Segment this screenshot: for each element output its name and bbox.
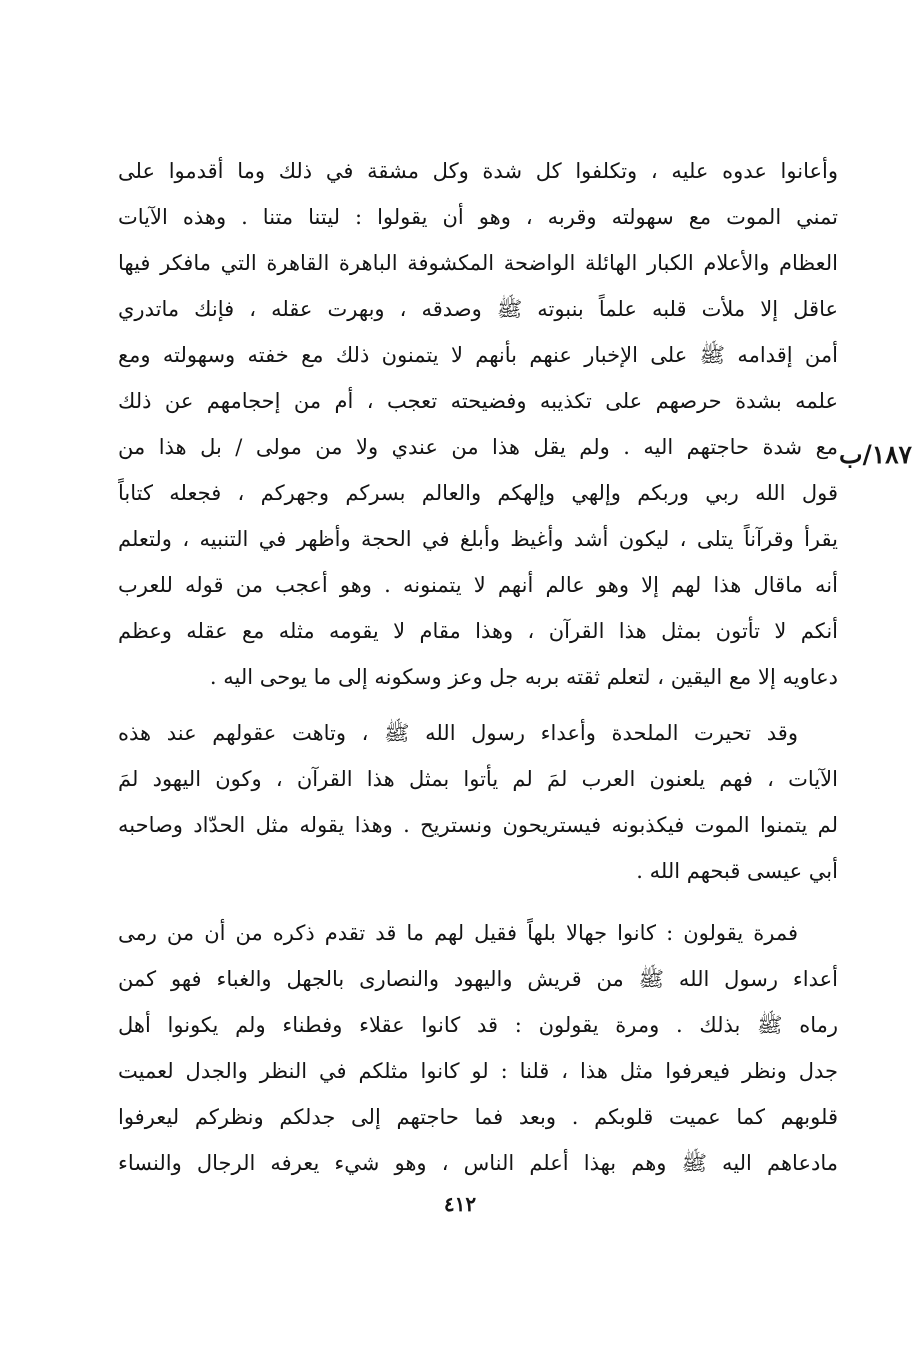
text-line: فمرة يقولون : كانوا جهالا بلهاً فقيل لهم ما قد تقدم ذكره من أن من رمى [118, 921, 798, 945]
text-line: لم يتمنوا الموت فيكذبونه فيستريحون ونستريح . وهذا يقوله مثل الحدّاد وصاحبه [118, 813, 838, 837]
text-line: قول الله ربي وربكم وإلهي وإلهكم والعالم بسركم وجهركم ، فجعله كتاباً [118, 481, 838, 505]
text-line: يقرأ وقرآناً يتلى ، ليكون أشد وأغيظ وأبلغ في الحجة وأظهر في التنبيه ، ولتعلم [118, 527, 838, 551]
folio-margin-note: ١٨٧/ب [839, 440, 912, 469]
text-line: تمني الموت مع سهولته وقربه ، وهو أن يقولوا : ليتنا متنا . وهذه الآيات [118, 205, 838, 229]
text-line: أبي عيسى قبحهم الله . [636, 859, 838, 883]
text-line: دعاويه إلا مع اليقين ، لتعلم ثقته بربه جل وعز وسكونه إلى ما يوحى اليه . [209, 665, 838, 689]
text-line: العظام والأعلام الكبار الهائلة الواضحة المكشوفة الباهرة القاهرة التي مافكر فيها [118, 251, 838, 275]
text-line: أمن إقدامه ﷺ على الإخبار عنهم بأنهم لا يتمنون ذلك مع خفته وسهولته ومع [118, 343, 838, 367]
text-line: أعداء رسول الله ﷺ من قريش واليهود والنصارى بالجهل والغباء فهو كمن [118, 967, 838, 991]
text-line: أنه ماقال هذا لهم إلا وهو عالم أنهم لا يتمنونه . وهو أعجب من قوله للعرب [118, 573, 838, 597]
text-line: وقد تحيرت الملحدة وأعداء رسول الله ﷺ ، وتاهت عقولهم عند هذه [118, 721, 798, 745]
text-line: أنكم لا تأتون بمثل هذا القرآن ، وهذا مقام لا يقومه مثله مع عقله وعظم [118, 619, 838, 643]
paragraph-2 [118, 710, 838, 894]
text-line: عاقل إلا ملأت قلبه علماً بنبوته ﷺ وصدقه ، وبهرت عقله ، فإنك ماتدري [118, 297, 838, 321]
paragraph-1 [118, 148, 838, 700]
text-line: الآيات ، فهم يلعنون العرب لمَ لم يأتوا بمثل هذا القرآن ، وكون اليهود لمَ [118, 767, 838, 791]
paragraph-3 [118, 910, 838, 1186]
text-line: رماه ﷺ بذلك . ومرة يقولون : قد كانوا عقلاء وفطناء ولم يكونوا أهل [118, 1013, 838, 1037]
text-line: قلوبهم كما عميت قلوبكم . وبعد فما حاجتهم إلى جدلكم ونظركم ليعرفوا [118, 1105, 838, 1129]
text-line: علمه بشدة حرصهم على تكذيبه وفضيحته تعجب ، أم من إحجامهم عن ذلك [118, 389, 838, 413]
text-line: وأعانوا عدوه عليه ، وتكلفوا كل شدة وكل مشقة في ذلك وما أقدموا على [118, 159, 838, 183]
text-line: جدل ونظر فيعرفوا مثل هذا ، قلنا : لو كانوا مثلكم في النظر والجدل لعميت [118, 1059, 838, 1083]
text-line: مادعاهم اليه ﷺ وهم بهذا أعلم الناس ، وهو شيء يعرفه الرجال والنساء [118, 1151, 838, 1175]
page-number: ٤١٢ [443, 1192, 477, 1216]
text-line: مع شدة حاجتهم اليه . ولم يقل هذا من عندي ولا من مولى / بل هذا من [118, 435, 838, 459]
